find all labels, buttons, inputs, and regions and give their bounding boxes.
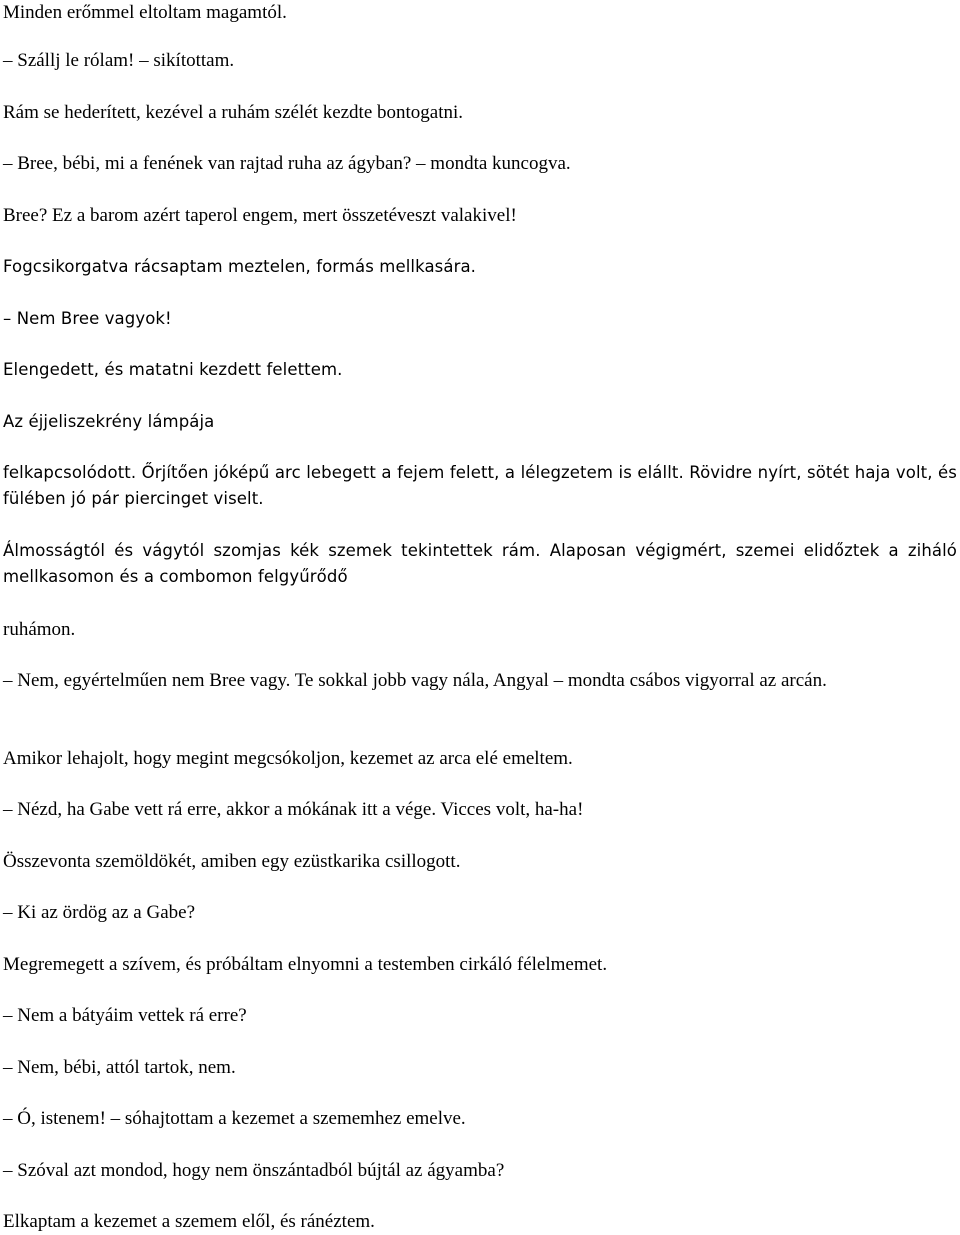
paragraph: Fogcsikorgatva rácsaptam meztelen, formás mellkasára. (3, 257, 477, 276)
paragraph: – Szóval azt mondod, hogy nem önszántadból bújtál az ágyamba? (3, 1160, 505, 1181)
paragraph: Elkaptam a kezemet a szemem elől, és ránéztem. (3, 1211, 375, 1232)
paragraph: – Szállj le rólam! – sikítottam. (3, 50, 235, 71)
paragraph: Bree? Ez a barom azért taperol engem, mert összetéveszt valakivel! (3, 205, 517, 226)
paragraph: Álmosságtól és vágytól szomjas kék szemek tekintettek rám. Alaposan végigmért, szemei elidőztek a ziháló mellkasomon és a combomon felgyűrődő (3, 541, 957, 586)
paragraph: Elengedett, és matatni kezdett felettem. (3, 360, 343, 379)
paragraph: – Bree, bébi, mi a fenének van rajtad ruha az ágyban? – mondta kuncogva. (3, 153, 571, 174)
paragraph: – Nem, egyértelműen nem Bree vagy. Te sokkal jobb vagy nála, Angyal – mondta csábos vigyorral az arcán. (3, 670, 827, 691)
paragraph: Rám se hederített, kezével a ruhám szélét kezdte bontogatni. (3, 102, 464, 123)
paragraph: – Nézd, ha Gabe vett rá erre, akkor a mókának itt a vége. Vicces volt, ha-ha! (3, 799, 584, 820)
paragraph: Amikor lehajolt, hogy megint megcsókoljon, kezemet az arca elé emeltem. (3, 748, 573, 769)
paragraph: Összevonta szemöldökét, amiben egy ezüstkarika csillogott. (3, 851, 461, 872)
paragraph: Az éjjeliszekrény lámpája (3, 412, 215, 431)
paragraph: – Nem, bébi, attól tartok, nem. (3, 1057, 236, 1078)
paragraph: felkapcsolódott. Őrjítően jóképű arc lebegett a fejem felett, a lélegzetem is elállt. Rövidre nyírt, sötét haja volt, és fülében jó pár piercinget viselt. (3, 463, 957, 508)
paragraph: Minden erőmmel eltoltam magamtól. (3, 2, 287, 23)
paragraph: – Ki az ördög az a Gabe? (3, 902, 196, 923)
paragraph: – Nem a bátyáim vettek rá erre? (3, 1005, 247, 1026)
paragraph: – Nem Bree vagyok! (3, 309, 172, 328)
paragraph: – Ó, istenem! – sóhajtottam a kezemet a szememhez emelve. (3, 1108, 466, 1129)
paragraph: ruhámon. (3, 619, 76, 640)
paragraph: Megremegett a szívem, és próbáltam elnyomni a testemben cirkáló félelmemet. (3, 954, 608, 975)
